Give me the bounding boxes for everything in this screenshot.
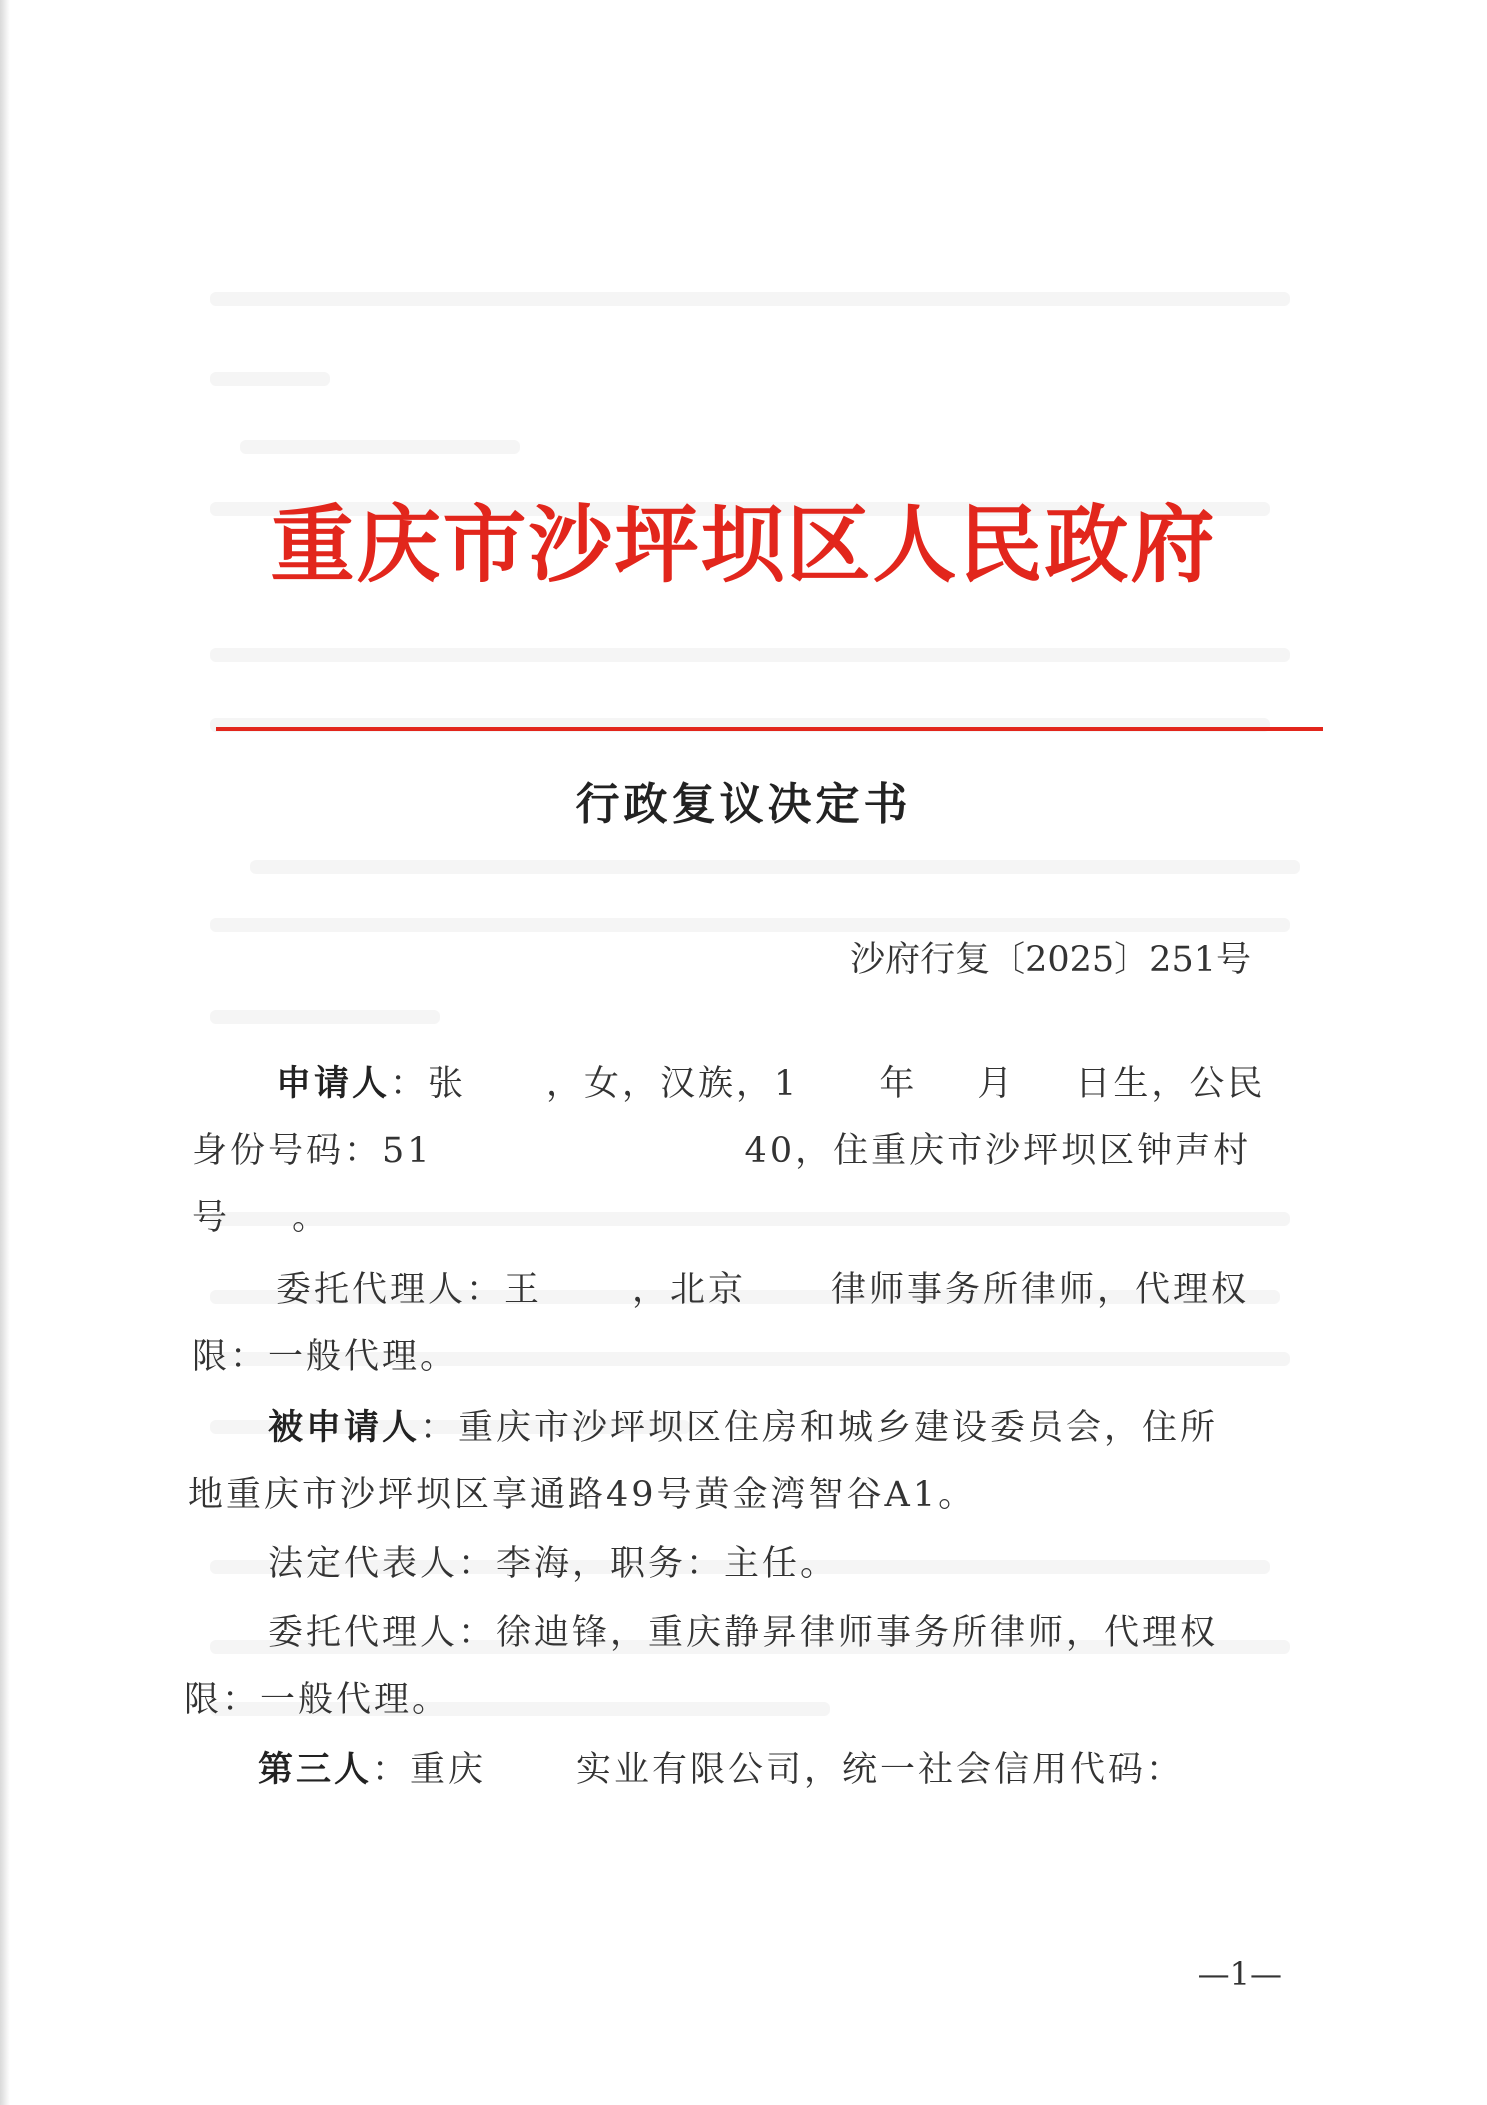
- respondent-name: ：重庆市沙坪坝区住房和城乡建设委员会，住所: [420, 1408, 1219, 1448]
- applicant-name: ：张: [390, 1064, 467, 1104]
- document-title: 行政复议决定书: [575, 779, 912, 830]
- applicant-agent-city: ，北京: [632, 1270, 747, 1310]
- applicant-agent-line-2: 限：一般代理。: [192, 1337, 459, 1377]
- applicant-birth-year-unit: 年: [879, 1064, 918, 1104]
- applicant-id-number: 身份号码：51: [192, 1131, 433, 1171]
- scan-edge-shadow: [0, 0, 10, 2105]
- applicant-birth-month-unit: 月: [977, 1064, 1016, 1104]
- applicant-line-1: [276, 1054, 1265, 1114]
- respondent-agent-line-1: 委托代理人：徐迪锋，重庆静昇律师事务所律师，代理权: [268, 1613, 1219, 1653]
- show-through-line: [210, 648, 1290, 662]
- third-party-label: 第三人: [258, 1750, 373, 1790]
- show-through-line: [250, 860, 1300, 874]
- respondent-label: 被申请人: [268, 1408, 421, 1448]
- show-through-line: [210, 1010, 440, 1024]
- third-party-company: 实业有限公司，统一社会信用代码：: [576, 1750, 1185, 1790]
- applicant-line-2: [192, 1121, 1251, 1181]
- show-through-line: [240, 440, 520, 454]
- applicant-address-end: 。: [292, 1198, 331, 1238]
- document-number: 沙府行复〔2025〕251号: [850, 940, 1251, 980]
- applicant-agent-name: 委托代理人：王: [276, 1270, 543, 1310]
- third-party-line-1: [258, 1740, 1184, 1800]
- applicant-agent-firm: 律师事务所律师，代理权: [831, 1270, 1250, 1310]
- page-number: —1—: [1197, 1955, 1282, 1993]
- letterhead-red-rule: [216, 727, 1323, 731]
- applicant-label: 申请人: [276, 1064, 391, 1104]
- show-through-line: [210, 372, 330, 386]
- respondent-line-2: 地重庆市沙坪坝区享通路49号黄金湾智谷A1。: [188, 1475, 977, 1515]
- legal-representative: 法定代表人：李海，职务：主任。: [268, 1544, 839, 1584]
- applicant-info: ，女，汉族，1: [546, 1064, 800, 1104]
- applicant-agent-line-1: [276, 1260, 1249, 1320]
- show-through-line: [210, 292, 1290, 306]
- letterhead-title: 重庆市沙坪坝区人民政府: [270, 495, 1217, 594]
- applicant-address: 40，住重庆市沙坪坝区钟声村: [744, 1131, 1252, 1171]
- applicant-line-3: [192, 1188, 330, 1248]
- applicant-birth-day-suffix: 日生，公民: [1075, 1064, 1266, 1104]
- respondent-agent-line-2: 限：一般代理。: [184, 1680, 451, 1720]
- applicant-address-number: 号: [192, 1198, 231, 1238]
- third-party-name: ：重庆: [372, 1750, 487, 1790]
- show-through-line: [210, 1212, 1290, 1226]
- respondent-line-1: [268, 1398, 1218, 1458]
